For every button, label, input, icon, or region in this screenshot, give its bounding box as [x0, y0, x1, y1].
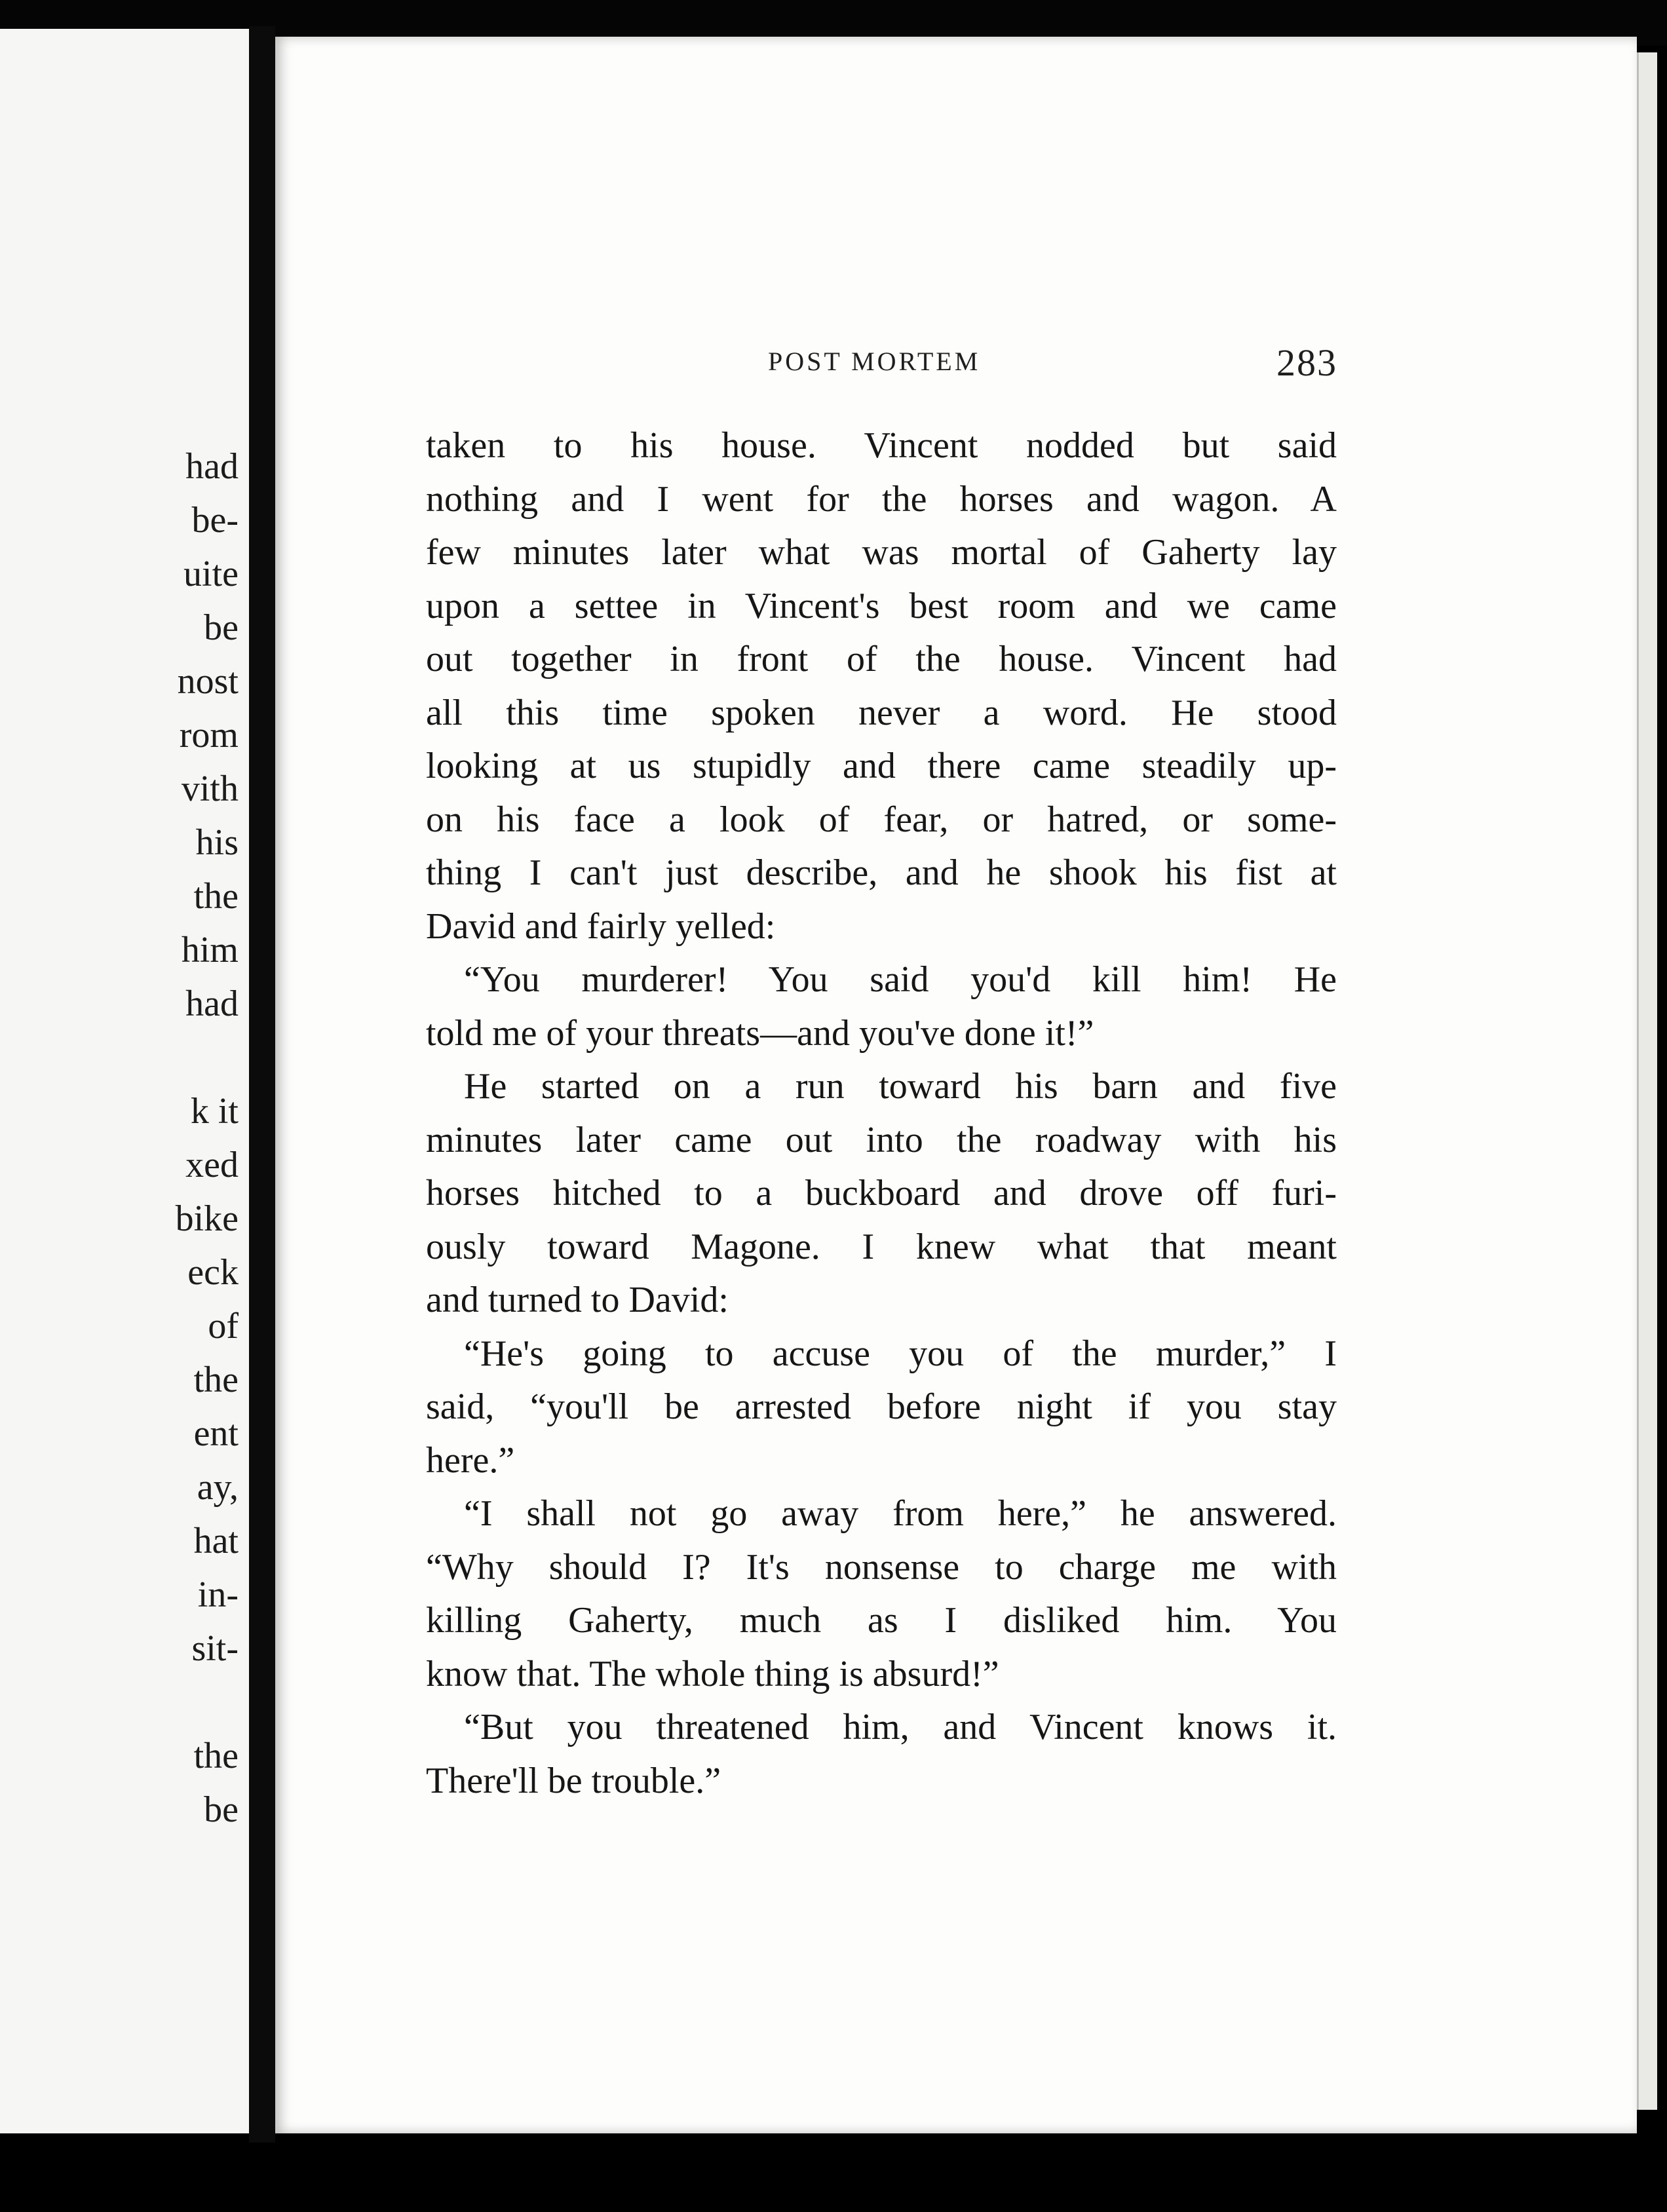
text-line: “You murderer! You said you'd kill him! He [464, 959, 1337, 1000]
left-page-fragment: ent [193, 1413, 239, 1454]
left-page-fragment: uite [183, 554, 239, 594]
left-page-fragment: rom [179, 715, 239, 755]
text-line: on his face a look of fear, or hatred, or some- [426, 799, 1337, 840]
text-line: out together in front of the house. Vincent had [426, 639, 1337, 679]
text-line: said, “you'll be arrested before night if you stay [426, 1386, 1337, 1427]
text-line: know that. The whole thing is absurd!” [426, 1653, 999, 1694]
left-page-fragment: be [204, 607, 239, 648]
text-line: killing Gaherty, much as I disliked him. You [426, 1600, 1337, 1641]
text-line: few minutes later what was mortal of Gaherty lay [426, 532, 1337, 573]
text-line: ously toward Magone. I knew what that meant [426, 1226, 1337, 1267]
text-line: “Why should I? It's nonsense to charge me with [426, 1546, 1337, 1588]
text-line: all this time spoken never a word. He stood [426, 692, 1337, 733]
body-text [426, 419, 1337, 1808]
left-page-fragment: him [181, 930, 239, 970]
left-page-fragment: in- [197, 1574, 239, 1615]
text-line: He started on a run toward his barn and five [464, 1066, 1337, 1107]
text-line: horses hitched to a buckboard and drove off furi- [426, 1173, 1337, 1213]
left-page-fragment: the [193, 1736, 239, 1776]
left-page-fragment: had [185, 983, 239, 1024]
left-page-fragment: hat [193, 1521, 239, 1561]
text-line: “He's going to accuse you of the murder,” I [464, 1333, 1337, 1374]
text-line: upon a settee in Vincent's best room and we came [426, 585, 1337, 626]
previous-page-edge [0, 29, 259, 2133]
text-line: looking at us stupidly and there came steadily up- [426, 746, 1337, 786]
text-line: “I shall not go away from here,” he answered. [464, 1493, 1337, 1534]
left-page-fragment: his [195, 822, 239, 863]
text-line: here.” [426, 1440, 515, 1481]
page-number: 283 [1276, 341, 1337, 384]
text-line: David and fairly yelled: [426, 906, 776, 947]
text-line: “But you threatened him, and Vincent knows it. [464, 1707, 1337, 1747]
text-line: thing I can't just describe, and he shook his fist at [426, 852, 1337, 893]
text-line: There'll be trouble.” [426, 1760, 721, 1801]
left-page-fragment: had [185, 446, 239, 487]
text-line: told me of your threats—and you've done it!” [426, 1012, 1094, 1054]
left-page-fragment: vith [181, 769, 239, 809]
text-line: taken to his house. Vincent nodded but said [426, 425, 1337, 466]
text-line: minutes later came out into the roadway with his [426, 1119, 1337, 1160]
text-line: and turned to David: [426, 1280, 729, 1320]
text-line: nothing and I went for the horses and wagon. A [426, 478, 1337, 520]
left-page-fragment: the [193, 1360, 239, 1400]
left-page-fragment: k it [190, 1091, 239, 1132]
left-page-fragment: of [208, 1306, 239, 1346]
left-page-fragment: eck [187, 1252, 239, 1293]
left-page-fragment: the [193, 876, 239, 917]
left-page-fragment: sit- [191, 1628, 239, 1669]
book-spine [249, 26, 275, 2143]
left-page-fragment: ay, [197, 1467, 239, 1508]
left-page-fragment: bike [175, 1198, 239, 1239]
left-page-fragment: xed [185, 1145, 239, 1185]
page-edge [1637, 52, 1657, 2110]
left-page-fragment: be- [191, 500, 239, 541]
running-head: POST MORTEM [768, 347, 981, 376]
left-page-fragment: be [204, 1789, 239, 1830]
left-page-fragment: nost [177, 661, 239, 702]
